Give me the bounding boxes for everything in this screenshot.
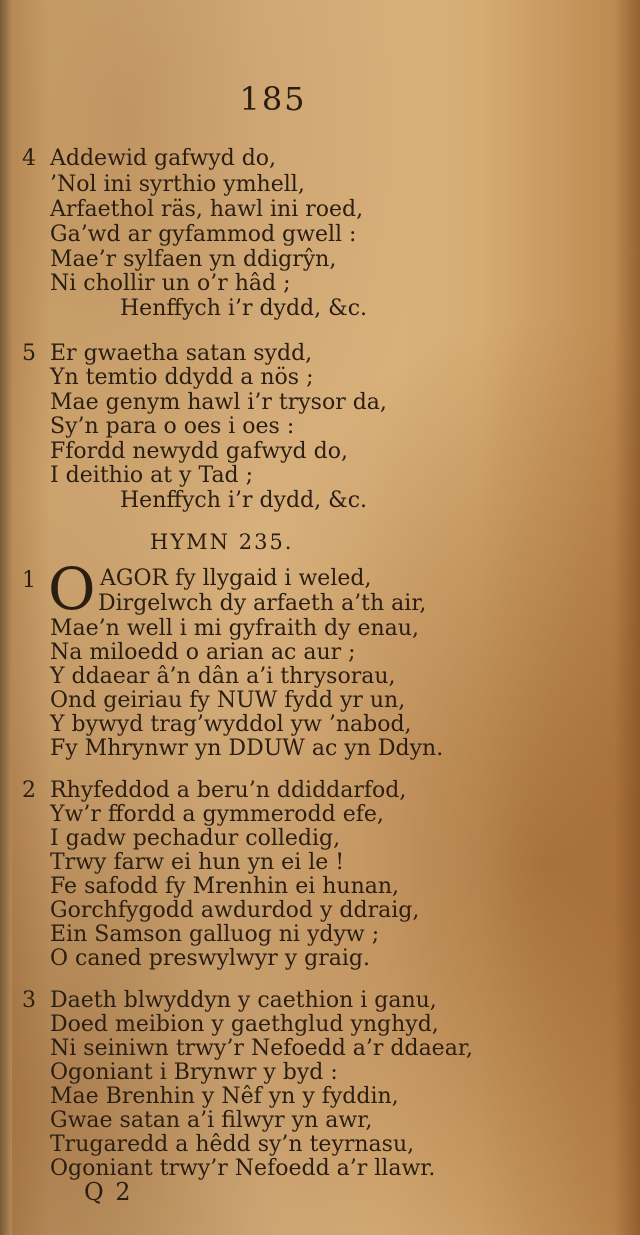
verse-line: Fe safodd fy Mrenhin ei hunan,: [50, 874, 400, 899]
verse-line: Mae genym hawl i’r trysor da,: [50, 390, 387, 415]
verse-line: Ogoniant trwy’r Nefoedd a’r llawr.: [50, 1156, 436, 1181]
refrain-line: Henffych i’r dydd, &c.: [120, 488, 368, 513]
verse-line: Ffordd newydd gafwyd do,: [50, 439, 348, 464]
verse-line: Yw’r ffordd a gymmerodd efe,: [50, 802, 384, 827]
drop-cap: O: [48, 555, 96, 623]
refrain-line: Henffych i’r dydd, &c.: [120, 296, 368, 321]
verse-line: Rhyfeddod a beru’n ddiddarfod,: [50, 778, 407, 803]
signature-mark: Q 2: [84, 1178, 133, 1206]
verse-line: Yn temtio ddydd a nös ;: [50, 365, 314, 390]
verse-line: ’Nol ini syrthio ymhell,: [50, 172, 305, 197]
verse-line: Fy Mhrynwr yn DDUW ac yn Ddyn.: [50, 736, 444, 761]
verse-line: Ogoniant i Brynwr y byd :: [50, 1060, 338, 1085]
verse-line: Arfaethol räs, hawl ini roed,: [50, 197, 364, 222]
verse-line: Y bywyd trag’wyddol yw ’nabod,: [50, 712, 412, 737]
verse-line: Addewid gafwyd do,: [50, 146, 277, 171]
verse-line: Gorchfygodd awdurdod y ddraig,: [50, 898, 420, 923]
stanza-number: 2: [22, 778, 36, 803]
verse-line: Ni chollir un o’r hâd ;: [50, 271, 291, 296]
verse-line: Sy’n para o oes i oes :: [50, 414, 295, 439]
verse-line: Mae’r sylfaen yn ddigrŷn,: [50, 247, 337, 272]
verse-line: Ni seiniwn trwy’r Nefoedd a’r ddaear,: [50, 1036, 473, 1061]
verse-line: Mae Brenhin y Nêf yn y fyddin,: [50, 1084, 399, 1109]
verse-line: AGOR fy llygaid i weled,: [100, 566, 372, 591]
stanza-number: 3: [22, 988, 36, 1013]
stanza-number: 4: [22, 146, 36, 171]
page-edge-stain: [614, 0, 640, 1235]
verse-line: Doed meibion y gaethglud ynghyd,: [50, 1012, 439, 1037]
verse-line: Dirgelwch dy arfaeth a’th air,: [98, 591, 427, 616]
verse-line: Mae’n well i mi gyfraith dy enau,: [50, 616, 419, 641]
stanza-number: 1: [22, 568, 36, 593]
verse-line: Trugaredd a hêdd sy’n teyrnasu,: [50, 1132, 415, 1157]
verse-line: Ond geiriau fy NUW fydd yr un,: [50, 688, 406, 713]
page-gutter: [0, 0, 12, 1235]
verse-line: Gwae satan a’i filwyr yn awr,: [50, 1108, 373, 1133]
stanza-number: 5: [22, 341, 36, 366]
verse-line: Er gwaetha satan sydd,: [50, 341, 313, 366]
verse-line: Ga’wd ar gyfammod gwell :: [50, 222, 357, 247]
verse-line: Na miloedd o arian ac aur ;: [50, 640, 356, 665]
verse-line: Y ddaear â’n dân a’i thrysorau,: [50, 664, 396, 689]
verse-line: Trwy farw ei hun yn ei le !: [50, 850, 345, 875]
verse-line: I gadw pechadur colledig,: [50, 826, 341, 851]
verse-line: Daeth blwyddyn y caethion i ganu,: [50, 988, 437, 1013]
verse-line: Ein Samson galluog ni ydyw ;: [50, 922, 380, 947]
verse-line: I deithio at y Tad ;: [50, 463, 254, 488]
hymn-title: HYMN 235.: [150, 530, 294, 554]
verse-line: O caned preswylwyr y graig.: [50, 946, 370, 971]
page-number: 185: [239, 80, 307, 118]
